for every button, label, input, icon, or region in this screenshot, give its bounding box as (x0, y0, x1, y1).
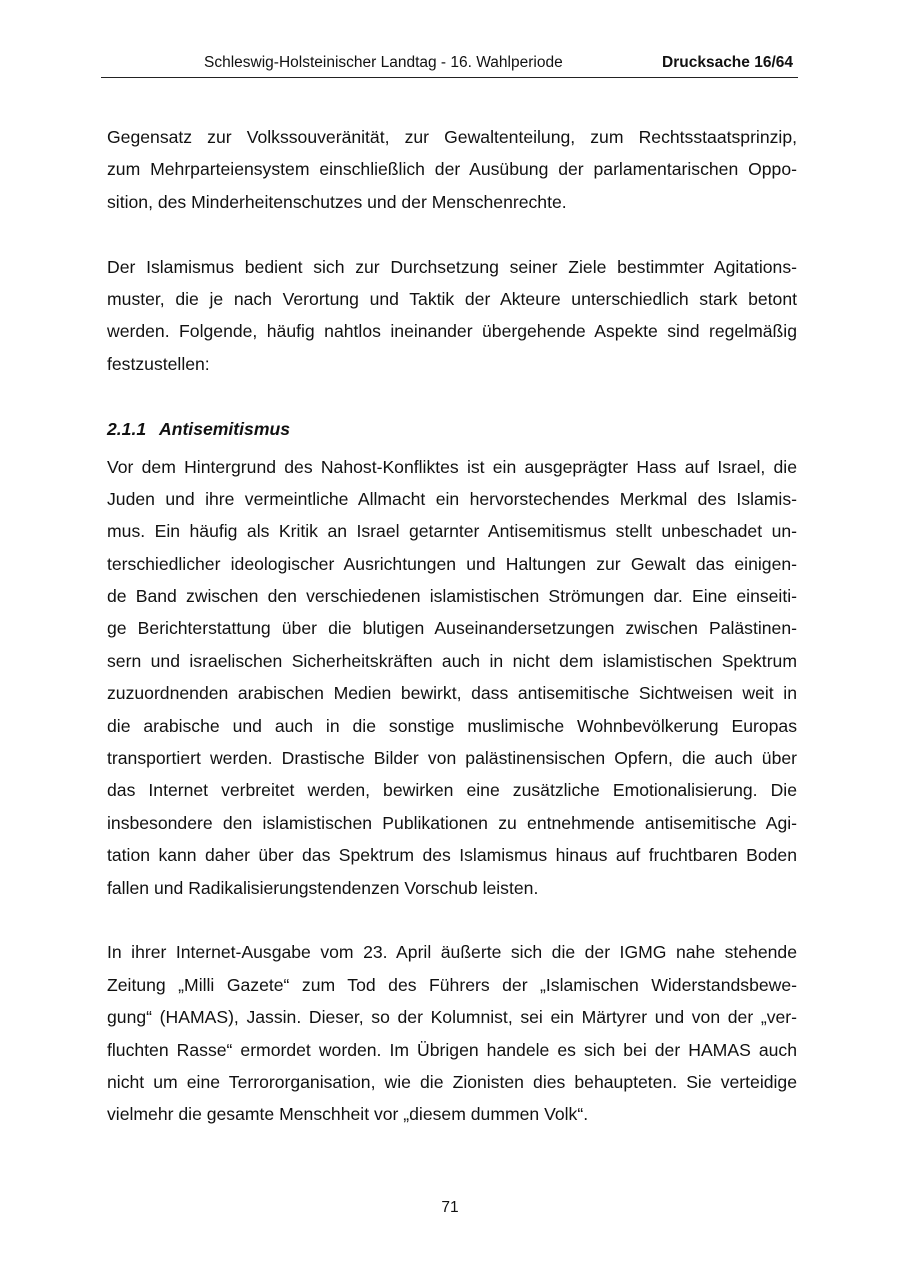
page-body (107, 121, 797, 1131)
text-line: ge Berichterstattung über die blutigen Auseinandersetzungen zwischen Palästinen- (107, 618, 797, 639)
text-line: transportiert werden. Drastische Bilder von palästinensischen Opfern, die auch über (107, 748, 797, 769)
text-line: sition, des Minderheitenschutzes und der Menschenrechte. (107, 191, 567, 212)
page-header (101, 50, 798, 78)
text-line: nicht um eine Terrororganisation, wie die Zionisten dies behaupteten. Sie verteidige (107, 1071, 797, 1092)
text-line: das Internet verbreitet werden, bewirken eine zusätzliche Emotionalisierung. Die (107, 780, 797, 801)
paragraph (107, 451, 797, 904)
text-line: Gegensatz zur Volkssouveränität, zur Gewaltenteilung, zum Rechtsstaatsprinzip, (107, 127, 797, 147)
text-line: terschiedlicher ideologischer Ausrichtungen und Haltungen zur Gewalt das einigen- (107, 553, 797, 574)
text-line: Vor dem Hintergrund des Nahost-Konfliktes ist ein ausgeprägter Hass auf Israel, die (107, 456, 797, 477)
text-line: mus. Ein häufig als Kritik an Israel getarnter Antisemitismus stellt unbeschadet un- (107, 521, 797, 542)
text-line: zuzuordnenden arabischen Medien bewirkt, dass antisemitische Sichtweisen weit in (107, 683, 797, 704)
paragraph (107, 121, 797, 218)
text-line: Juden und ihre vermeintliche Allmacht ein hervorstechendes Merkmal des Islamis- (107, 488, 797, 509)
text-line: sern und israelischen Sicherheitskräften auch in nicht dem islamistischen Spektrum (107, 650, 797, 671)
text-line: Zeitung „Milli Gazete“ zum Tod des Führers der „Islamischen Widerstandsbewe- (107, 974, 797, 995)
text-line: fluchten Rasse“ ermordet worden. Im Übrigen handele es sich bei der HAMAS auch (107, 1039, 797, 1060)
text-line: de Band zwischen den verschiedenen islamistischen Strömungen dar. Eine einseiti- (107, 586, 797, 607)
header-document-number: Drucksache 16/64 (662, 54, 793, 71)
text-line: gung“ (HAMAS), Jassin. Dieser, so der Kolumnist, sei ein Märtyrer und von der „ver- (107, 1007, 797, 1028)
paragraph (107, 936, 797, 1130)
page-number: 71 (441, 1199, 459, 1216)
text-line: fallen und Radikalisierungstendenzen Vorschub leisten. (107, 877, 539, 898)
text-line: Der Islamismus bedient sich zur Durchsetzung seiner Ziele bestimmter Agitations- (107, 256, 797, 277)
section-heading (107, 413, 797, 451)
text-line: In ihrer Internet-Ausgabe vom 23. April äußerte sich die der IGMG nahe stehende (107, 942, 797, 963)
text-line: tation kann daher über das Spektrum des Islamismus hinaus auf fruchtbaren Boden (107, 845, 797, 866)
section-title: Antisemitismus (159, 418, 291, 439)
text-line: werden. Folgende, häufig nahtlos ineinander übergehende Aspekte sind regelmäßig (107, 321, 797, 342)
paragraph (107, 251, 797, 381)
text-line: vielmehr die gesamte Menschheit vor „diesem dummen Volk“. (107, 1104, 589, 1125)
header-title: Schleswig-Holsteinischer Landtag - 16. Wahlperiode (204, 54, 563, 71)
section-number: 2.1.1 (107, 418, 147, 439)
text-line: zum Mehrparteiensystem einschließlich der Ausübung der parlamentarischen Oppo- (107, 159, 797, 180)
text-line: muster, die je nach Verortung und Taktik der Akteure unterschiedlich stark betont (107, 288, 797, 309)
text-line: festzustellen: (107, 353, 210, 374)
text-line: insbesondere den islamistischen Publikationen zu entnehmende antisemitische Agi- (107, 812, 797, 833)
text-line: die arabische und auch in die sonstige muslimische Wohnbevölkerung Europas (107, 715, 797, 736)
